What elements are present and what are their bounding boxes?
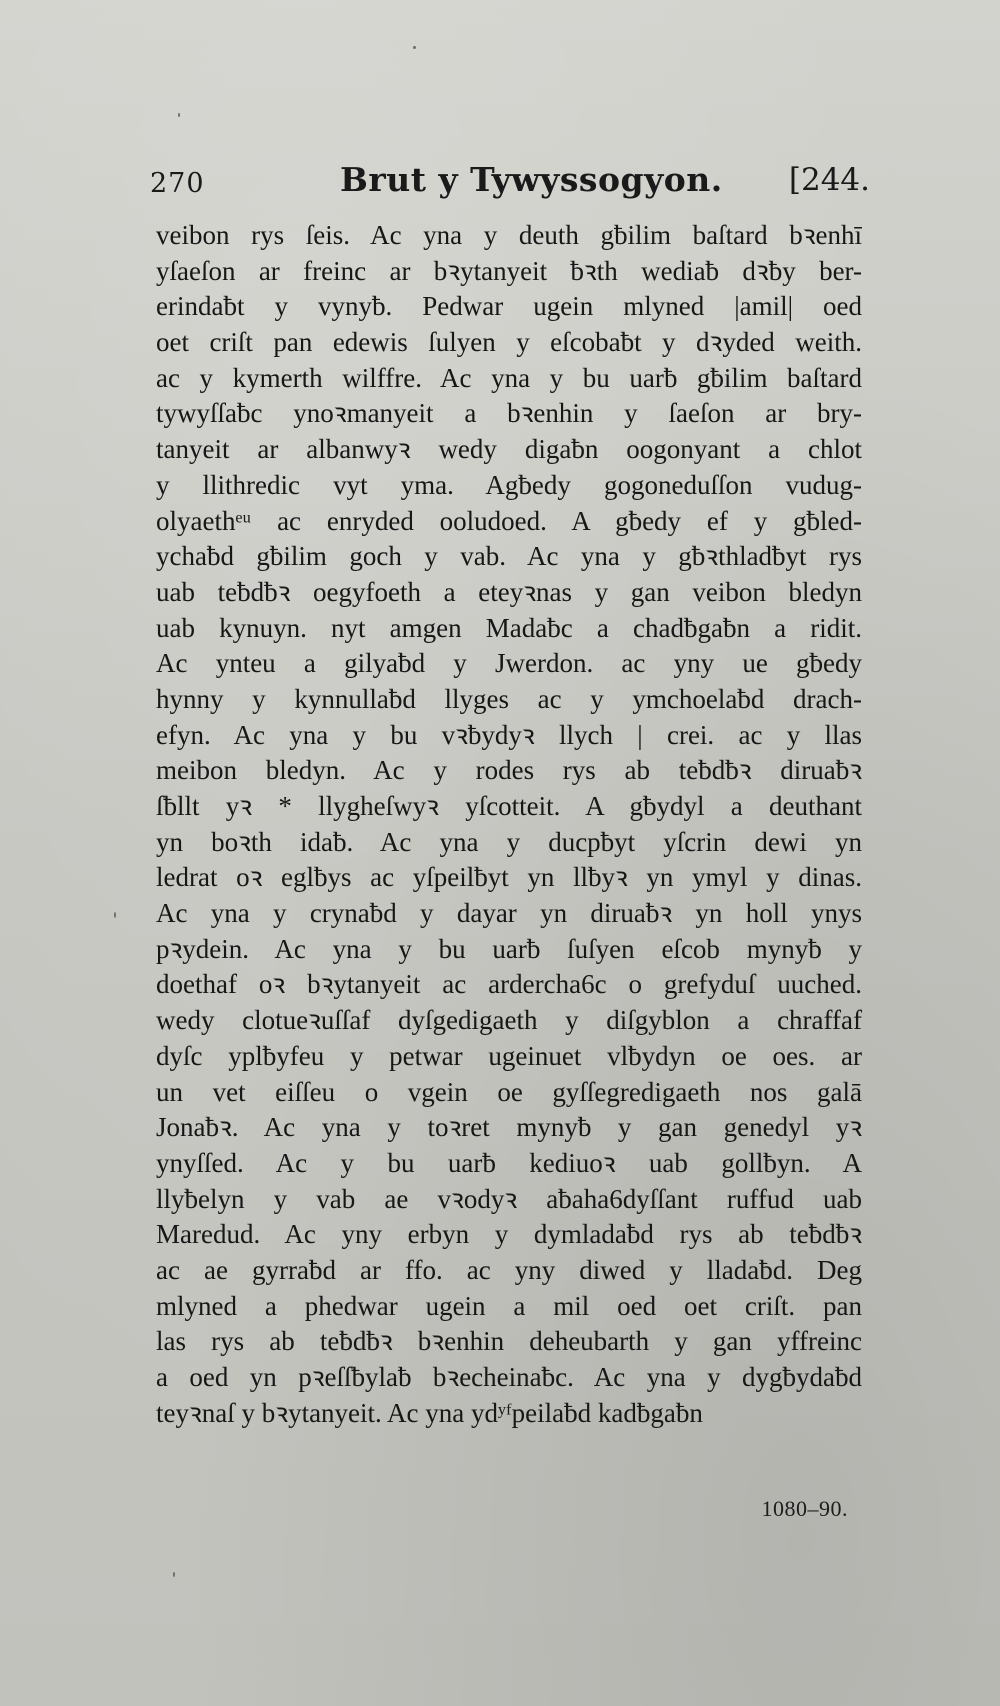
running-head bbox=[150, 158, 870, 208]
paper-speck bbox=[413, 46, 416, 49]
text-line: Maredud. Ac yny erbyn y dymladaƀd rys ab teƀdƀꝛ bbox=[156, 1219, 862, 1250]
text-line: yn boꝛth idaƀ. Ac yna y ducpƀyt yſcrin dewi yn bbox=[156, 826, 862, 857]
text-line: ychaƀd gƀilim goch y vab. Ac yna y gƀꝛthladƀyt rys bbox=[156, 541, 862, 572]
text-line: uab kynuyn. nyt amgen Madaƀc a chadƀgaƀn a ridit. bbox=[156, 612, 862, 643]
text-line: y llithredic vyt yma. Agƀedy gogoneduſſon vudug- bbox=[156, 469, 862, 500]
text-line: oet criſt pan edewis ſulyen y eſcobaƀt y dꝛyded weith. bbox=[156, 327, 862, 358]
text-line: meibon bledyn. Ac y rodes rys ab teƀdƀꝛ diruaƀꝛ bbox=[156, 755, 862, 786]
text-line: hynny y kynnullaƀd llyges ac y ymchoelaƀd drach- bbox=[156, 683, 862, 714]
year-reference: [244. bbox=[788, 162, 870, 198]
text-line: Ac ynteu a gilyaƀd y Jwerdon. ac yny ue gƀedy bbox=[156, 648, 862, 679]
text-line: llyƀelyn y vab ae vꝛodyꝛ aƀaha6dyſſant ruffud uab bbox=[156, 1183, 862, 1214]
text-line: yſaeſon ar freinc ar bꝛytanyeit ƀꝛth wediaƀ dꝛƀy ber- bbox=[156, 255, 862, 286]
text-line: ac y kymerth wilffre. Ac yna y bu uarƀ gƀilim baſtard bbox=[156, 362, 862, 393]
year-range-footer: 1080–90. bbox=[761, 1496, 848, 1521]
text-line: dyſc yplƀyfeu y petwar ugeinuet vlƀydyn oe oes. ar bbox=[156, 1040, 862, 1071]
text-line: Ac yna y crynaƀd y dayar yn diruaƀꝛ yn holl ynys bbox=[156, 898, 862, 929]
text-line: uab teƀdƀꝛ oegyfoeth a eteyꝛnas y gan veibon bledyn bbox=[156, 576, 862, 607]
text-line: mlyned a phedwar ugein a mil oed oet criſt. pan bbox=[156, 1290, 862, 1321]
text-line: erindaƀt y vynyƀ. Pedwar ugein mlyned |amil| oed bbox=[156, 291, 862, 322]
text-line: Jonaƀꝛ. Ac yna y toꝛret mynyƀ y gan genedyl yꝛ bbox=[156, 1112, 862, 1143]
page-number: 270 bbox=[150, 168, 205, 199]
text-line: efyn. Ac yna y bu vꝛƀydyꝛ llych | crei. ac y llas bbox=[156, 719, 862, 750]
text-line: doethaf oꝛ bꝛytanyeit ac ardercha6c o grefyduſ uuched. bbox=[156, 969, 862, 1000]
text-line: tywyſſaƀc ynoꝛmanyeit a bꝛenhin y ſaeſon ar bry- bbox=[156, 398, 862, 429]
text-line: olyaethᵉᵘ ac enryded ooludoed. A gƀedy ef y gƀled- bbox=[156, 505, 862, 536]
text-line: a oed yn pꝛeſſƀylaƀ bꝛecheinaƀc. Ac yna y dygƀydaƀd bbox=[156, 1362, 862, 1392]
book-title: Brut y Tywyssogyon. bbox=[340, 160, 723, 199]
text-line: veibon rys ſeis. Ac yna y deuth gƀilim baſtard bꝛenhī bbox=[156, 220, 862, 250]
text-line: ynyſſed. Ac y bu uarƀ kediuoꝛ uab gollƀyn. A bbox=[156, 1147, 862, 1178]
text-line: ſƀllt yꝛ * llygheſwyꝛ yſcotteit. A gƀydyl a deuthant bbox=[156, 791, 862, 821]
text-line: teyꝛnaſ y bꝛytanyeit. Ac yna ydʸᶠpeilaƀd kadƀgaƀn bbox=[156, 1397, 703, 1428]
chronicle-text bbox=[156, 218, 862, 1431]
paper-speck bbox=[178, 113, 180, 117]
paper-speck bbox=[173, 1572, 175, 1577]
text-line: wedy clotueꝛuſſaf dyſgedigaeth y diſgyblon a chraffaf bbox=[156, 1005, 862, 1036]
text-line: ledrat oꝛ eglƀys ac yſpeilƀyt yn llƀyꝛ yn ymyl y dinas. bbox=[156, 862, 862, 893]
text-line: las rys ab teƀdƀꝛ bꝛenhin deheubarth y gan yffreinc bbox=[156, 1326, 862, 1357]
text-line: tanyeit ar albanwyꝛ wedy digaƀn oogonyant a chlot bbox=[156, 434, 862, 465]
paper-speck bbox=[114, 912, 116, 918]
text-line: un vet eiſſeu o vgein oe gyſſegredigaeth nos galā bbox=[156, 1076, 862, 1107]
text-line: ac ae gyrraƀd ar ffo. ac yny diwed y lladaƀd. Deg bbox=[156, 1254, 862, 1285]
text-line: pꝛydein. Ac yna y bu uarƀ ſuſyen eſcob mynyƀ y bbox=[156, 933, 862, 964]
